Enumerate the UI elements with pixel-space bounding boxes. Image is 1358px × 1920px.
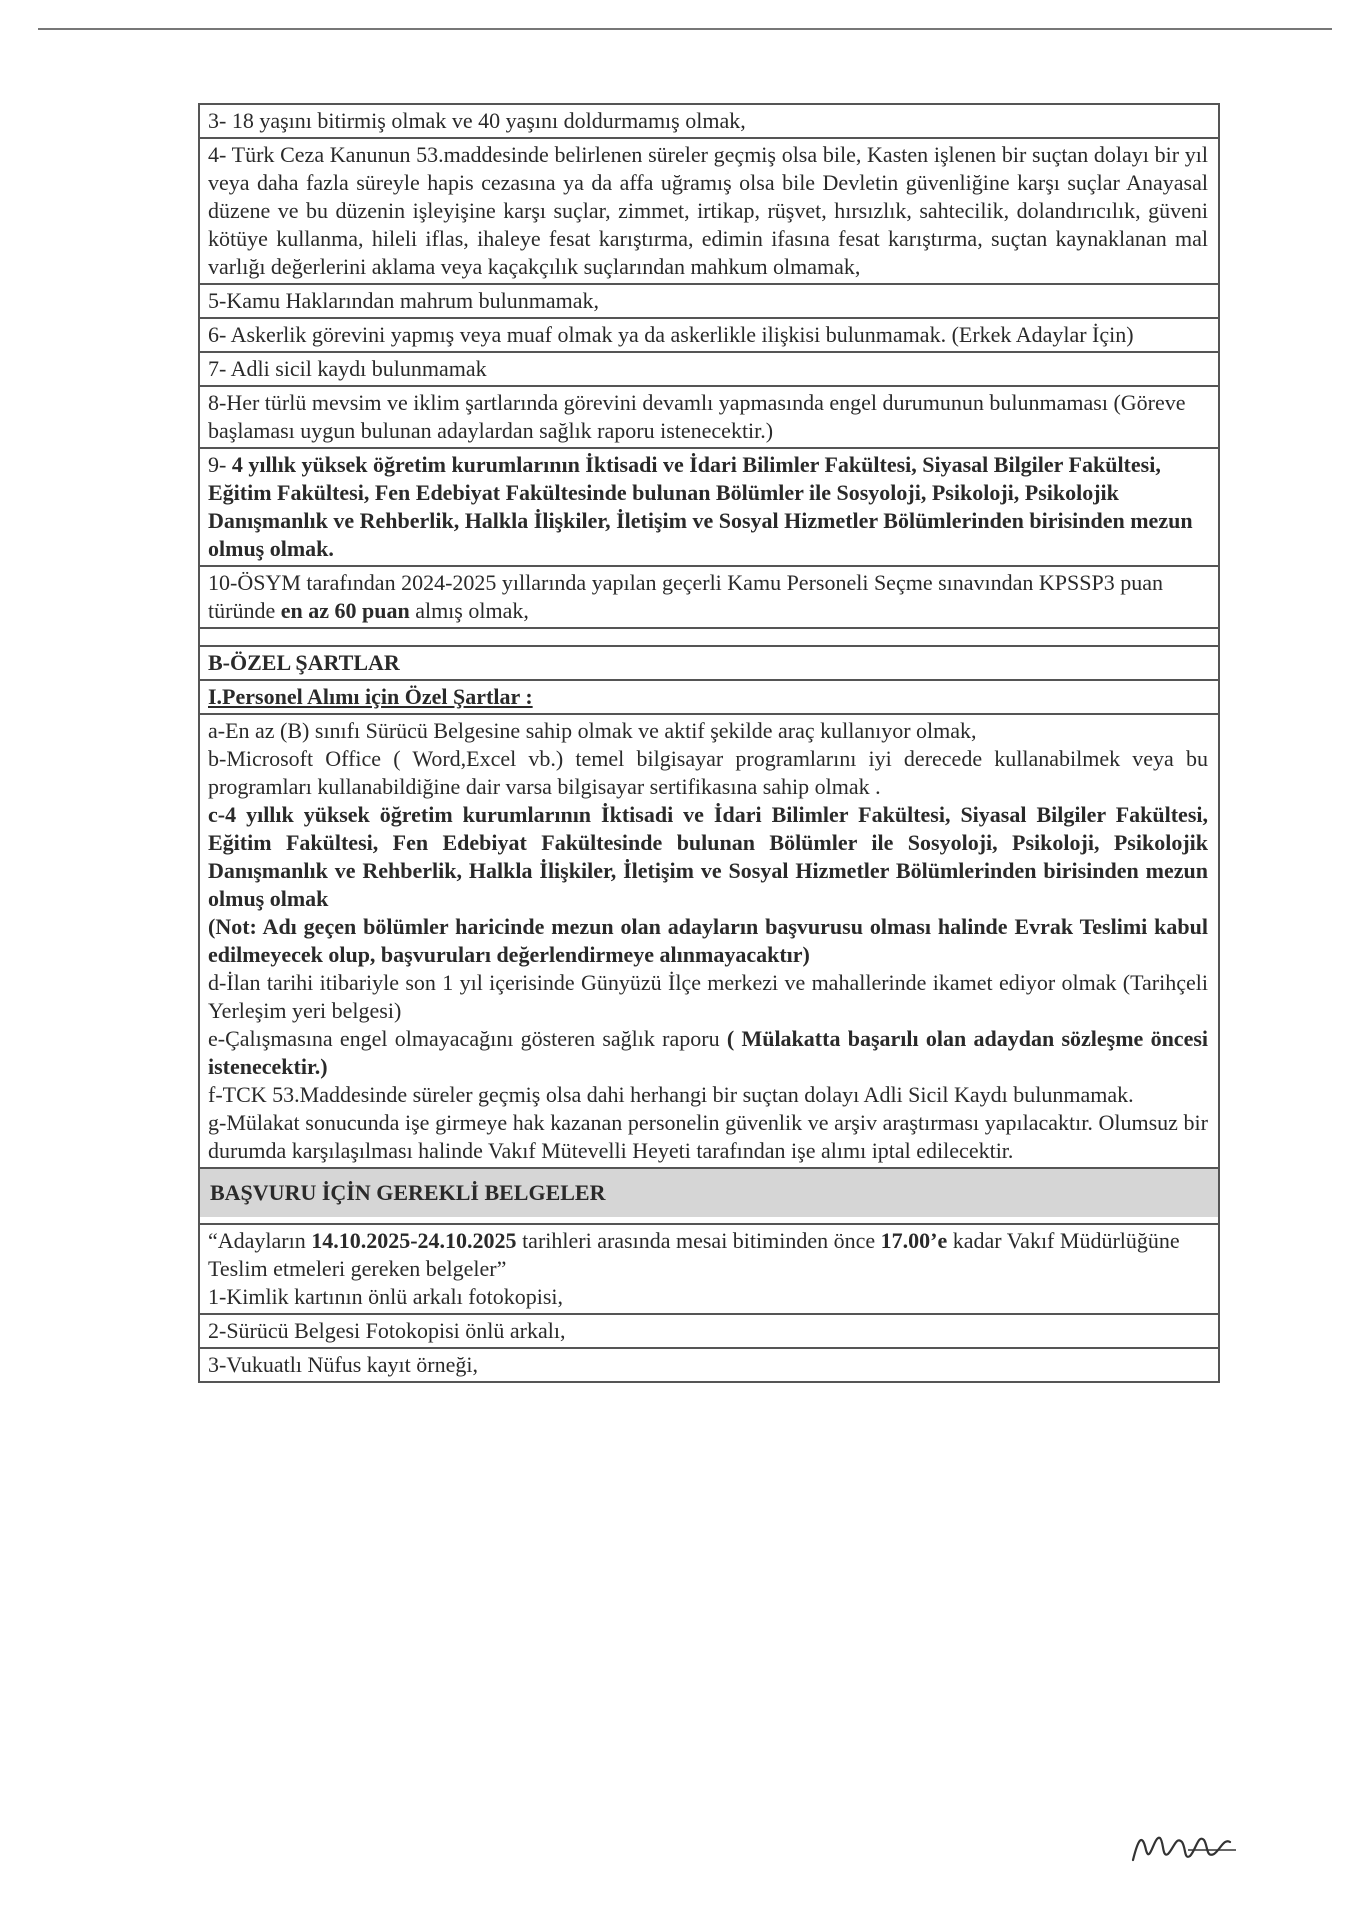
special-conditions-title: B-ÖZEL ŞARTLAR — [200, 647, 1218, 681]
condition-3: 3- 18 yaşını bitirmiş olmak ve 40 yaşını doldurmamış olmak, — [200, 105, 1218, 139]
special-item-d: d-İlan tarihi itibariyle son 1 yıl içerisinde Günyüzü İlçe merkezi ve mahallerinde ikamet ediyor olmak (Tarihçeli Yerleşim yeri belgesi) — [208, 970, 1208, 1023]
special-item-b: b-Microsoft Office ( Word,Excel vb.) temel bilgisayar programlarını iyi derecede kullanabilmek veya bu programları kullanabildiğine dair varsa bilgisayar sertifikasına sahip olmak . — [208, 746, 1208, 799]
documents-intro-1: “Adayların — [208, 1228, 312, 1253]
special-conditions-block — [200, 715, 1218, 1169]
special-item-f: f-TCK 53.Maddesinde süreler geçmiş olsa dahi herhangi bir suçtan dolayı Adli Sicil Kaydı bulunmamak. — [208, 1082, 1134, 1107]
condition-9-text: 4 yıllık yüksek öğretim kurumlarının İktisadi ve İdari Bilimler Fakültesi, Siyasal Bilgiler Fakültesi, Eğitim Fakültesi, Fen Edebiyat Fakültesinde bulunan Bölümler ile Sosyoloji, Psikoloji, Psikolojik Danışmanlık ve Rehberlik, Halkla İlişkiler, İletişim ve Sosyal Hizmetler Bölümlerinden birisinden mezun olmuş olmak. — [208, 452, 1193, 561]
special-item-e — [208, 1025, 1208, 1081]
condition-8: 8-Her türlü mevsim ve iklim şartlarında görevini devamlı yapmasında engel durumunun bulunmaması (Göreve başlaması uygun bulunan adaylardan sağlık raporu istenecektir.) — [200, 387, 1218, 449]
special-item-c: c-4 yıllık yüksek öğretim kurumlarının İktisadi ve İdari Bilimler Fakültesi, Siyasal Bilgiler Fakültesi, Eğitim Fakültesi, Fen Edebiyat Fakültesinde bulunan Bölümler ile Sosyoloji, Psikoloji, Psikolojik Danışmanlık ve Rehberlik, Halkla İlişkiler, İletişim ve Sosyal Hizmetler Bölümlerinden birisinden mezun olmuş olmak — [208, 802, 1208, 911]
documents-item-1: 1-Kimlik kartının önlü arkalı fotokopisi, — [208, 1284, 564, 1309]
special-item-e-bold: ( Mülakatta başarılı olan adaydan sözleşme öncesi istenecektir.) — [208, 1026, 1209, 1079]
documents-item-3: 3-Vukuatlı Nüfus kayıt örneği, — [200, 1349, 1218, 1383]
condition-4: 4- Türk Ceza Kanunun 53.maddesinde belirlenen süreler geçmiş olsa bile, Kasten işlenen bir suçtan dolayı bir yıl veya daha fazla süreyle hapis cezasına ya da affa uğramış olsa bile Devletin güvenliğine karşı suçlar Anayasal düzene ve bu düzenin işleyişine karşı suçlar, zimmet, irtikap, rüşvet, hırsızlık, sahtecilik, dolandırıcılık, güveni kötüye kullanma, hileli iflas, ihaleye fesat karıştırma, edimin ifasına fesat karıştırma, suçtan kaynaklanan mal varlığı değerlerini aklama veya kaçakçılık suçlarından mahkum olmamak, — [200, 139, 1218, 285]
condition-10-tail: almış olmak, — [409, 598, 529, 623]
special-item-a: a-En az (B) sınıfı Sürücü Belgesine sahip olmak ve aktif şekilde araç kullanıyor olmak, — [208, 718, 977, 743]
documents-intro-2: tarihleri arasında mesai bitiminden önce — [516, 1228, 881, 1253]
condition-10 — [200, 567, 1218, 629]
condition-9 — [200, 449, 1218, 567]
document-body — [198, 103, 1220, 1383]
special-conditions-subtitle — [200, 681, 1218, 715]
special-note: (Not: Adı geçen bölümler haricinde mezun olan adayların başvurusu olması halinde Evrak Teslimi kabul edilmeyecek olup, başvuruları değerlendirmeye alınmayacaktır) — [208, 914, 1208, 967]
documents-dates: 14.10.2025-24.10.2025 — [311, 1228, 517, 1253]
condition-5: 5-Kamu Haklarından mahrum bulunmamak, — [200, 285, 1218, 319]
documents-item-2: 2-Sürücü Belgesi Fotokopisi önlü arkalı, — [200, 1315, 1218, 1349]
documents-time: 17.00’e — [880, 1228, 948, 1253]
condition-9-prefix: 9- — [208, 452, 232, 477]
condition-10-text: 10-ÖSYM tarafından 2024-2025 yıllarında yapılan geçerli Kamu Personeli Seçme sınavından KPSSP3 puan türünde — [208, 570, 1163, 623]
documents-intro — [200, 1225, 1218, 1315]
signature-image — [1128, 1820, 1238, 1870]
documents-spacer — [200, 1217, 1218, 1225]
special-item-g: g-Mülakat sonucunda işe girmeye hak kazanan personelin güvenlik ve arşiv araştırması yapılacaktır. Olumsuz bir durumda karşılaşılması halinde Vakıf Mütevelli Heyeti tarafından işe alımı iptal edilecektir. — [208, 1110, 1208, 1163]
conditions-table — [198, 103, 1220, 1383]
special-conditions-subtitle-text: I.Personel Alımı için Özel Şartlar : — [208, 684, 533, 709]
special-item-e-text: e-Çalışmasına engel olmayacağını gösteren sağlık raporu — [208, 1026, 727, 1051]
table-spacer — [200, 629, 1218, 647]
documents-title: BAŞVURU İÇİN GEREKLİ BELGELER — [200, 1169, 1218, 1217]
condition-10-score: en az 60 puan — [280, 598, 410, 623]
documents-intro-3: kadar Vakıf Müdürlüğüne Teslim etmeleri gereken belgeler” — [208, 1228, 1180, 1281]
condition-7: 7- Adli sicil kaydı bulunmamak — [200, 353, 1218, 387]
condition-6: 6- Askerlik görevini yapmış veya muaf olmak ya da askerlikle ilişkisi bulunmamak. (Erkek Adaylar İçin) — [200, 319, 1218, 353]
top-rule — [38, 28, 1332, 30]
